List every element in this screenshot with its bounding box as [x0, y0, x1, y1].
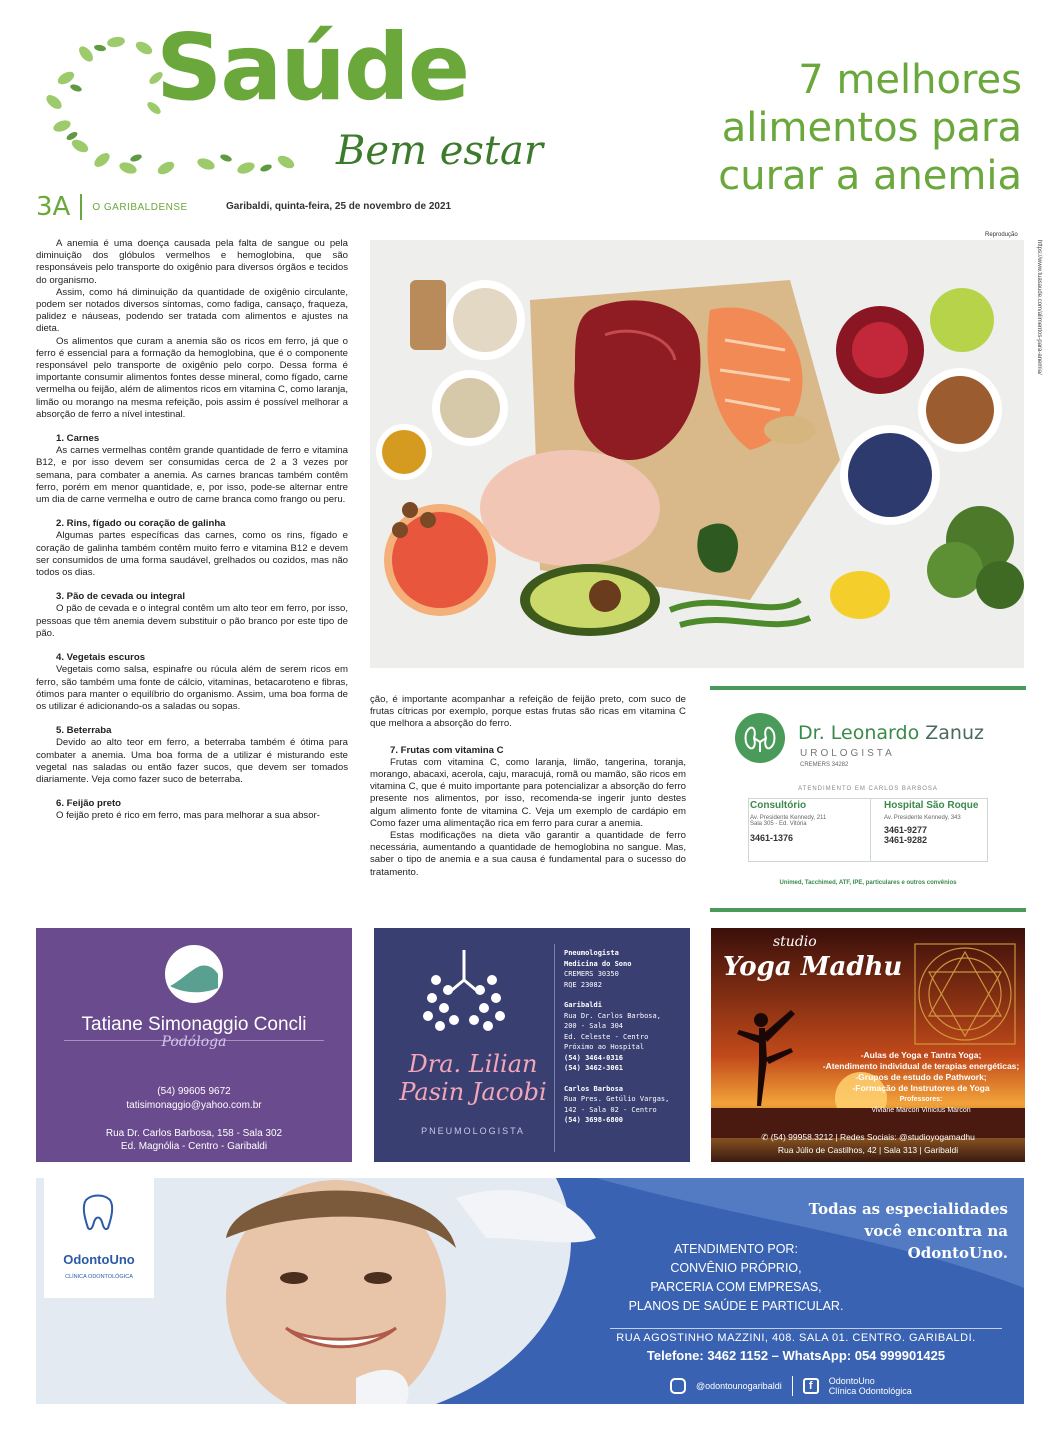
whatsapp-icon: ✆ [761, 1132, 769, 1142]
headline-line: alimentos para [721, 105, 1022, 151]
location-line: Rua Dr. Carlos Barbosa, [564, 1011, 661, 1020]
hospital-address: Av. Presidente Kennedy, 343 [884, 815, 961, 821]
page-number: 3A [36, 192, 71, 222]
credential-line: Pneumologista [564, 949, 619, 957]
brand-subtitle: CLÍNICA ODONTOLÓGICA [65, 1274, 133, 1280]
service-item: -Atendimento individual de terapias energéticas; [822, 1061, 1020, 1071]
insurers: Unimed, Tacchimed, ATF, IPE, particulares e outros convênios [779, 880, 957, 886]
address: Rua Dr. Carlos Barbosa, 158 - Sala 302 [105, 1128, 283, 1139]
email: tatisimonaggio@yahoo.com.br [126, 1100, 262, 1111]
social-links [670, 1374, 970, 1398]
location-phone: (54) 3698-6800 [564, 1116, 624, 1124]
facebook-page[interactable] [829, 1376, 912, 1396]
dateline: Garibaldi, quinta-feira, 25 de novembro de 2021 [226, 201, 452, 212]
facebook-line: OdontoUno [828, 1376, 875, 1386]
section-subtitle: Bem estar [336, 128, 543, 174]
tagline-line: OdontoUno. [907, 1244, 1008, 1262]
professional-name: Tatiane Simonaggio Concli [81, 1014, 307, 1035]
paragraph: A anemia é uma doença causada pela falta de sangue ou pela diminuição dos glóbulos vermelhos e hemoglobina, que são responsáveis pelo transporte do oxigênio para diversos órgãos e tecidos do organismo. [36, 238, 348, 286]
facebook-line: Clínica Odontológica [828, 1386, 912, 1396]
location-phone: (54) 3464-0316 [564, 1053, 624, 1062]
credentials [564, 948, 684, 1126]
clinic-title: Consultório [750, 800, 807, 811]
instagram-icon [670, 1378, 686, 1394]
instagram-handle[interactable]: @odontounogaribaldi [696, 1381, 782, 1391]
location-line: Ed. Celeste - Centro [564, 1032, 649, 1041]
paragraph: O feijão preto é rico em ferro, mas para melhorar a sua absor- [56, 810, 320, 822]
paragraph: Os alimentos que curam a anemia são os ricos em ferro, já que o ferro é essencial para a formação da hemoglobina, que é o componente responsável pelo transporte de oxigênio pelo corpo. Dessa forma é importante consumir alimentos fontes desse mineral, como fígado, carne vermelha ou feijão, além de alimentos ricos em vitamina C, como laranja, limão ou morango na mesma refeição, pois assim é possível melhorar a absorção de ferro a nível intestinal. [36, 335, 348, 420]
professional-title: Podóloga [161, 1034, 227, 1050]
tagline-line: você encontra na [864, 1222, 1008, 1240]
subheading: 7. Frutas com vitamina C [390, 744, 504, 756]
contact [711, 1132, 1025, 1143]
tagline-line: Todas as especialidades [808, 1200, 1008, 1218]
hospital-phone: 3461-9277 [884, 825, 928, 835]
paragraph: O pão de cevada e o integral contêm um alto teor em ferro, por isso, pessoas que têm anemia devem substituir o pão branco por este tipo de pão. [36, 603, 348, 639]
paragraph: Estas modificações na dieta vão garantir a quantidade de ferro necessária, aumentando a quantidade de hemoglobina no sangue. Mas, saber o tipo de anemia e a sua causa é fundamental para o sucesso do tratamento. [370, 830, 686, 878]
headline-line: 7 melhores [798, 57, 1022, 103]
foot-logo-icon [164, 944, 224, 1004]
paragraph: Devido ao alto teor em ferro, a beterraba também é ótima para combater a anemia. Uma boa forma de a utilizar é misturando este vegetal nas saladas ou então fazer sucos, que devem ser tomados diariamente. Veja como fazer suco de beterraba. [36, 737, 348, 785]
service-line: ATENDIMENTO POR: [674, 1242, 798, 1256]
service-area: ATENDIMENTO EM CARLOS BARBOSA [798, 786, 938, 792]
service-item: -Formação de Instrutores de Yoga [852, 1083, 990, 1093]
service-line: PARCERIA COM EMPRESAS, [650, 1280, 822, 1294]
ad-urologist [710, 686, 1026, 912]
folio-line [36, 192, 452, 222]
headline-line: curar a anemia [718, 153, 1022, 199]
hospital-phone: 3461-9282 [884, 835, 928, 845]
clinic-address: Sala 305 - Ed. Vitória [750, 821, 807, 827]
subheading: 3. Pão de cevada ou integral [56, 591, 186, 603]
photo-source-url: https://www.tuasaude.com/alimentos-para-anemia/ [1036, 240, 1042, 375]
paragraph: Assim, como há diminuição da quantidade de oxigênio circulante, podem ser notados diversos sintomas, como fadiga, cansaço, fraqueza, palidez e náuseas, podendo ser tratada com alimentos e ajustes na dieta. [36, 286, 348, 335]
location-title: Carlos Barbosa [564, 1084, 624, 1093]
location-line: 142 - Sala 02 - Centro [564, 1105, 657, 1114]
ad-podologist [36, 928, 352, 1162]
location-line: 200 - Sala 304 [564, 1022, 624, 1030]
tooth-logo-icon [78, 1192, 118, 1232]
article-headline [662, 56, 1022, 200]
studio-name: Yoga Madhu [723, 952, 903, 982]
service-line: PLANOS DE SAÚDE E PARTICULAR. [628, 1299, 844, 1313]
section-title: Saúde [156, 14, 469, 121]
credential-line: CREMERS 30350 [564, 970, 619, 978]
subheading: 5. Beterraba [56, 725, 112, 737]
newspaper-name: O GARIBALDENSE [92, 201, 188, 213]
address: Rua Júlio de Castilhos, 42 | Sala 313 | Garibaldi [777, 1145, 959, 1155]
contact-line: (54) 99958.3212 | Redes Sociais: @studioyogamadhu [770, 1132, 975, 1142]
kidney-logo-icon [734, 712, 786, 764]
subheading: 4. Vegetais escuros [56, 652, 146, 664]
clinic-address: Av. Presidente Kennedy, 211 [750, 815, 827, 821]
credential-line: RQE 23082 [564, 980, 602, 989]
subheading: 2. Rins, fígado ou coração de galinha [56, 518, 226, 530]
location-line: Próximo ao Hospital [564, 1043, 645, 1051]
facebook-icon: f [803, 1378, 819, 1394]
article-column-1 [36, 238, 348, 823]
specialty: PNEUMOLOGISTA [421, 1126, 525, 1136]
doctor-name-line: Pasin Jacobi [399, 1078, 547, 1106]
specialty: UROLOGISTA [800, 748, 895, 759]
brand-name: OdontoUno [63, 1252, 135, 1267]
service-line: CONVÊNIO PRÓPRIO, [670, 1261, 802, 1275]
paragraph: Frutas com vitamina C, como laranja, limão, tangerina, toranja, morango, abacaxi, acerola, caju, maracujá, romã ou mamão, são ricos em vitamina C, que é muito importante para potencializar a absorção do ferro presente nos alimentos, por isso, recomenda-se ingerir junto destes algum alimento fonte de vitamina C. Veja um exemplo de cardápio em Como fazer uma alimentação rica em ferro para curar a anemia. [370, 756, 686, 829]
food-photo [370, 240, 1024, 668]
service-item: -Grupos de estudo de Pathwork; [855, 1072, 987, 1082]
services [821, 1050, 1021, 1116]
iron-rich-foods-illustration [370, 240, 1024, 668]
services [596, 1240, 876, 1316]
divider [80, 194, 82, 220]
crm: CREMERS 34282 [800, 762, 849, 768]
credential-line: Medicina do Sono [564, 959, 632, 968]
section-masthead [36, 14, 576, 190]
ad-pneumologist [374, 928, 690, 1162]
phones: Telefone: 3462 1152 – WhatsApp: 054 999901425 [646, 1348, 946, 1363]
subheading: 1. Carnes [56, 433, 100, 445]
subheading: 6. Feijão preto [56, 798, 122, 810]
ad-yoga-studio [711, 928, 1025, 1162]
doctor-name-line: Dra. Lilian [408, 1050, 538, 1078]
paragraph: Algumas partes específicas das carnes, como os rins, fígado e coração de galinha também contêm muito ferro e vitamina B12 e devem ser consumidos de uma forma saudável, grelhados ou cozidos, mas não todos os dias. [36, 530, 348, 579]
doctor-last-name: Zanuz [925, 722, 984, 744]
hospital-title: Hospital São Roque [884, 800, 979, 811]
location-line: Rua Pres. Getúlio Vargas, [564, 1095, 670, 1103]
teachers: Viviane Marcon Vinicius Marcon [871, 1107, 971, 1114]
paragraph: As carnes vermelhas contêm grande quantidade de ferro e vitamina B12, e por isso devem ser consumidas cerca de 2 a 3 vezes por semana, para combater a anemia. As carnes brancas também contêm ferro, porém em menor quantidade, e, por isso, pode-se alternar entre um dia de carne vermelha e outro de carne branca como frango ou peru. [36, 445, 348, 506]
location-phone: (54) 3462-3061 [564, 1064, 624, 1072]
clinic-phone: 3461-1376 [750, 833, 794, 843]
address: Ed. Magnólia - Centro - Garibaldi [120, 1141, 268, 1152]
teachers-label: Professores: [899, 1096, 943, 1103]
doctor-name [388, 1050, 558, 1106]
yoga-pose-silhouette-icon [731, 1000, 801, 1110]
article-column-2 [370, 694, 686, 879]
doctor-first-name: Dr. Leonardo [798, 722, 920, 744]
service-item: -Aulas de Yoga e Tantra Yoga; [860, 1050, 982, 1060]
lungs-flower-icon [414, 950, 514, 1046]
paragraph: ção, é importante acompanhar a refeição de feijão preto, com suco de frutas cítricas por exemplo, porque estas frutas são ricas em vitamina C que melhora a absorção do ferro. [370, 694, 686, 730]
location-title: Garibaldi [564, 1001, 602, 1009]
ad-dental-clinic [36, 1178, 1024, 1404]
photo-credit: Reprodução [985, 232, 1018, 238]
studio-label: studio [773, 934, 817, 950]
phone: (54) 99605 9672 [157, 1086, 231, 1097]
address: RUA AGOSTINHO MAZZINI, 408. SALA 01. CENTRO. GARIBALDI. [616, 1332, 976, 1344]
paragraph: Vegetais como salsa, espinafre ou rúcula além de serem ricos em ferro, são também uma fonte de cálcio, vitaminas, betacaroteno e fibras, ótimos para manter o equilíbrio do organismo. Assim, uma boa forma de os utilizar é adicionando-os a saladas ou sopas. [36, 664, 348, 712]
